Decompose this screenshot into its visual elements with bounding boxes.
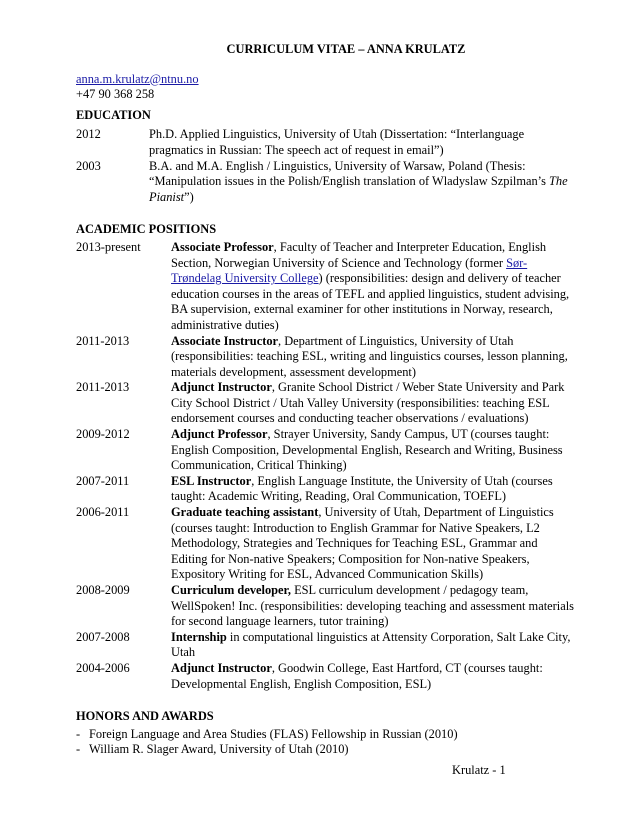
education-item	[76, 127, 576, 158]
position-text: , Goodwin College, East Hartford, CT (courses taught: Developmental English, English Composition, ESL)	[171, 660, 543, 691]
position-years: 2009-2012	[76, 427, 130, 442]
position-years: 2006-2011	[76, 505, 130, 520]
position-years: 2007-2011	[76, 473, 130, 488]
position-item	[76, 583, 576, 630]
position-item	[76, 380, 576, 427]
position-item	[76, 427, 576, 474]
honor-item	[76, 742, 576, 758]
position-description	[171, 334, 576, 381]
position-title: Internship	[171, 629, 227, 644]
position-text: , English Language Institute, the University of Utah (courses taught: Academic Writing, Reading, Oral Communication, TOEFL)	[171, 473, 553, 504]
position-years: 2011-2013	[76, 333, 130, 348]
position-text: , University of Utah, Department of Linguistics (courses taught: Introduction to English Grammar for Native Speakers, L2 Methodology, Strategies and Techniques for Teaching ESL, Grammar and Editing for Non-native Speakers; Composition for Non-native Speakers, Expository Writing for ESL, Advanced Communication Skills)	[171, 505, 554, 582]
position-text: , Department of Linguistics, University of Utah (responsibilities: teaching ESL, writing and linguistics courses, lesson planning, materials development, assessment development)	[171, 333, 568, 379]
education-heading: EDUCATION	[76, 107, 151, 122]
honors-heading: HONORS AND AWARDS	[76, 709, 214, 724]
position-description	[171, 474, 576, 505]
education-section	[76, 127, 576, 205]
position-item	[76, 505, 576, 583]
bullet-dash: -	[76, 742, 81, 757]
position-text: , Faculty of Teacher and Interpreter Education, English Section, Norwegian University of Science and Technology (former	[171, 239, 547, 270]
honors-section	[76, 727, 576, 758]
position-text: , Strayer University, Sandy Campus, UT (courses taught: English Composition, Developmental English, Research and Writing, Business Communication, Critical Thinking)	[171, 427, 563, 473]
positions-heading: ACADEMIC POSITIONS	[76, 222, 217, 237]
position-years: 2011-2013	[76, 380, 130, 395]
honor-text: William R. Slager Award, University of Utah (2010)	[89, 742, 349, 757]
position-title: Adjunct Instructor	[171, 380, 272, 395]
education-text-end: ”)	[184, 189, 194, 204]
thesis-title: The Pianist	[149, 174, 568, 204]
page-number-footer: Krulatz - 1	[452, 763, 506, 777]
position-description	[171, 583, 576, 630]
position-item	[76, 240, 576, 334]
education-year: 2003	[76, 158, 101, 173]
education-description	[149, 159, 576, 206]
position-title: Associate Instructor	[171, 333, 279, 348]
institution-link[interactable]: Sør-Trøndelag University College	[171, 255, 528, 286]
position-title: ESL Instructor	[171, 473, 252, 488]
honor-text: Foreign Language and Area Studies (FLAS) Fellowship in Russian (2010)	[89, 726, 458, 741]
education-year: 2012	[76, 127, 101, 142]
position-text: in computational linguistics at Attensity Corporation, Salt Lake City, Utah	[171, 629, 571, 660]
position-years: 2007-2008	[76, 629, 130, 644]
position-description	[171, 505, 576, 583]
position-item	[76, 630, 576, 661]
position-text-end: ) (responsibilities: design and delivery of teacher education courses in the areas of TEFL and applied linguistics, student advising, BA supervision, external examiner for other institutions in Norway, research, administrative duties)	[171, 271, 570, 332]
phone-number: +47 90 368 258	[76, 87, 155, 102]
position-text: ESL curriculum development / pedagogy team, WellSpoken! Inc. (responsibilities: developing teaching and assessment materials for second language learners, tutor training)	[171, 583, 574, 629]
position-item	[76, 661, 576, 692]
document-title: CURRICULUM VITAE – ANNA KRULATZ	[226, 42, 466, 56]
position-title: Curriculum developer,	[171, 583, 291, 597]
email-link[interactable]: anna.m.krulatz@ntnu.no	[76, 71, 199, 86]
position-description	[171, 630, 576, 661]
position-item	[76, 334, 576, 381]
positions-section	[76, 240, 576, 692]
position-text: , Granite School District / Weber State University and Park City School District / Utah Valley University (responsibilities: teaching ESL endorsement courses and conducting teacher observations / evaluations)	[171, 380, 565, 426]
honor-item	[76, 727, 576, 743]
position-title: Associate Professor	[171, 239, 274, 254]
position-years: 2013-present	[76, 239, 141, 254]
cv-page	[76, 42, 576, 758]
position-title: Adjunct Instructor	[171, 660, 272, 675]
position-years: 2004-2006	[76, 660, 130, 675]
education-item	[76, 159, 576, 206]
position-years: 2008-2009	[76, 583, 130, 597]
position-title: Adjunct Professor	[171, 427, 268, 442]
position-item	[76, 474, 576, 505]
position-description	[171, 661, 576, 692]
position-description	[171, 427, 576, 474]
education-text: B.A. and M.A. English / Linguistics, University of Warsaw, Poland (Thesis: “Manipulation issues in the Polish/English translation of Wladyslaw Szpilman’s	[149, 158, 550, 189]
position-description	[171, 380, 576, 427]
education-description	[149, 127, 576, 158]
position-title: Graduate teaching assistant	[171, 505, 319, 520]
education-text: Ph.D. Applied Linguistics, University of Utah (Dissertation: “Interlanguage pragmatics in Russian: The speech act of request in email”)	[149, 127, 525, 157]
bullet-dash: -	[76, 726, 81, 741]
position-description	[171, 240, 576, 334]
